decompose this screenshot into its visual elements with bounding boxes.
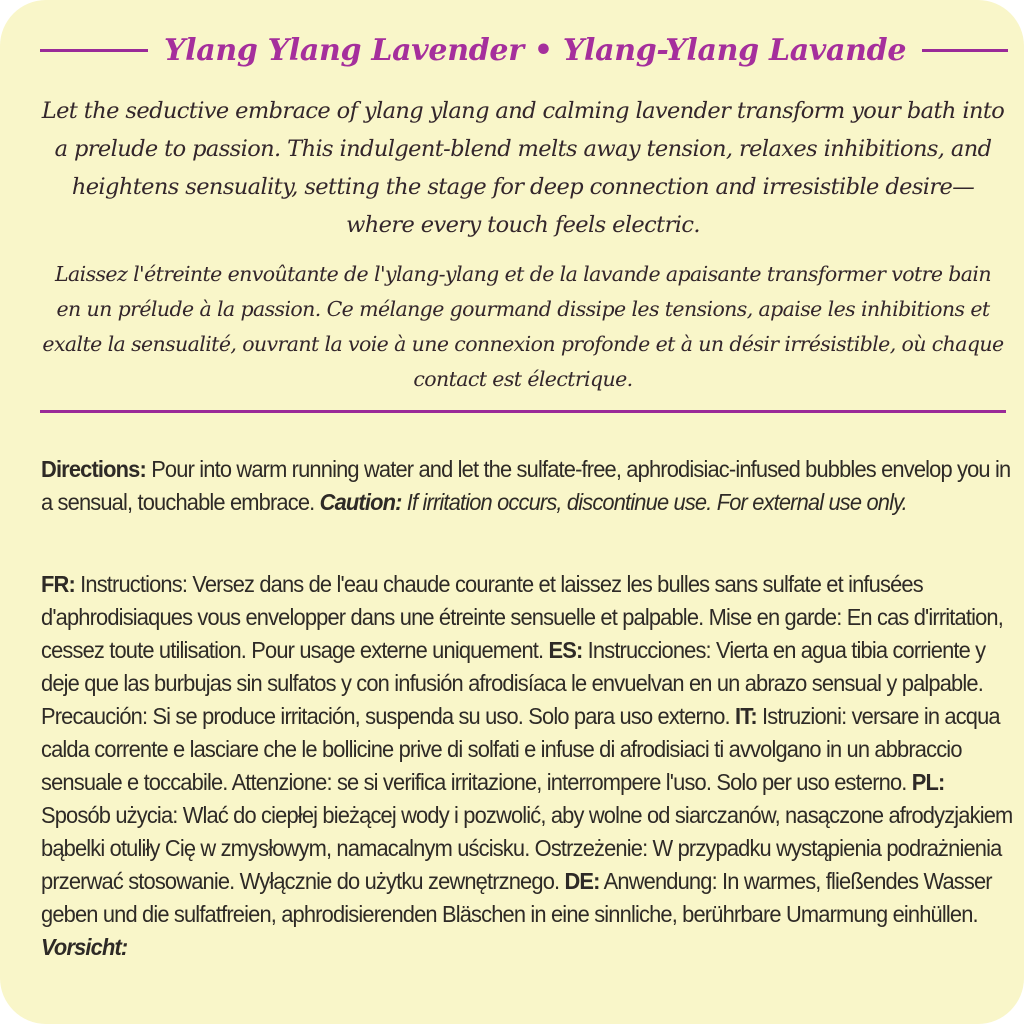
- title-rule-left: [40, 49, 148, 52]
- title-rule-right: [922, 49, 1008, 52]
- multilanguage-paragraph: [41, 568, 1013, 964]
- directions-text: Pour into warm running water and let the sulfate-free, aphrodisiac-infused bubbles envelop you in a sensual, touchable embrace.: [41, 456, 1011, 515]
- de-text: Anwendung: In warmes, fließendes Wasser geben und die sulfatfreien, aphrodisierenden Bläschen in eine sinnliche, berührbare Umarmung einhüllen.: [41, 868, 992, 927]
- product-title: Ylang Ylang Lavender • Ylang-Ylang Lavande: [164, 32, 907, 68]
- fr-label: FR:: [41, 571, 75, 597]
- caution-text: If irritation occurs, discontinue use. For external use only.: [401, 489, 907, 515]
- fr-text: Instructions: Versez dans de l'eau chaude courante et laissez les bulles sans sulfate et infusées d'aphrodisiaques vous envelopper dans une étreinte sensuelle et palpable. Mise en garde: En cas d'irritation, cessez toute utilisation. Pour usage externe uniquement.: [41, 571, 1003, 663]
- it-text: Istruzioni: versare in acqua calda corrente e lasciare che le bollicine prive di solfati e infuse di afrodisiaci ti avvolgano in un abbraccio sensuale e toccabile. Attenzione: se si verifica irritazione, interrompere l'uso. Solo per uso esterno.: [41, 703, 1000, 795]
- directions-paragraph: [41, 453, 1013, 519]
- es-text: Instrucciones: Vierta en agua tibia corriente y deje que las burbujas sin sulfatos y con infusión afrodisíaca le envuelvan en un abrazo sensual y palpable. Precaución: Si se produce irritación, suspenda su uso. Solo para uso externo.: [41, 637, 986, 729]
- caution-label: Caution:: [319, 489, 402, 515]
- intro-english: Let the seductive embrace of ylang ylang and calming lavender transform your bath into a prelude to passion. This indulgent-blend melts away tension, relaxes inhibitions, and heightens sensuality, setting the stage for deep connection and irresistible desire—where every touch feels electric.: [41, 98, 1005, 238]
- de-caution-label: Vorsicht:: [41, 934, 128, 960]
- section-divider: [40, 410, 1006, 413]
- it-label: IT:: [735, 703, 757, 729]
- pl-label: PL:: [911, 769, 945, 795]
- directions-label: Directions:: [41, 456, 146, 482]
- title-row: [40, 22, 1008, 78]
- de-label: DE:: [564, 868, 600, 894]
- pl-text: Sposób użycia: Wlać do ciepłej bieżącej wody i pozwolić, aby wolne od siarczanów, nasączone afrodyzjakiem bąbelki otuliły Cię w zmysłowym, namacalnym uścisku. Ostrzeżenie: W przypadku wystąpienia podrażnienia przerwać stosowanie. Wyłącznie do użytku zewnętrznego.: [41, 802, 1013, 894]
- es-label: ES:: [548, 637, 583, 663]
- intro-french: Laissez l'étreinte envoûtante de l'ylang-ylang et de la lavande apaisante transformer votre bain en un prélude à la passion. Ce mélange gourmand dissipe les tensions, apaise les inhibitions et exalte la sensualité, ouvrant la voie à une connexion profonde et à un désir irrésistible, où chaque contact est électrique.: [42, 262, 1004, 391]
